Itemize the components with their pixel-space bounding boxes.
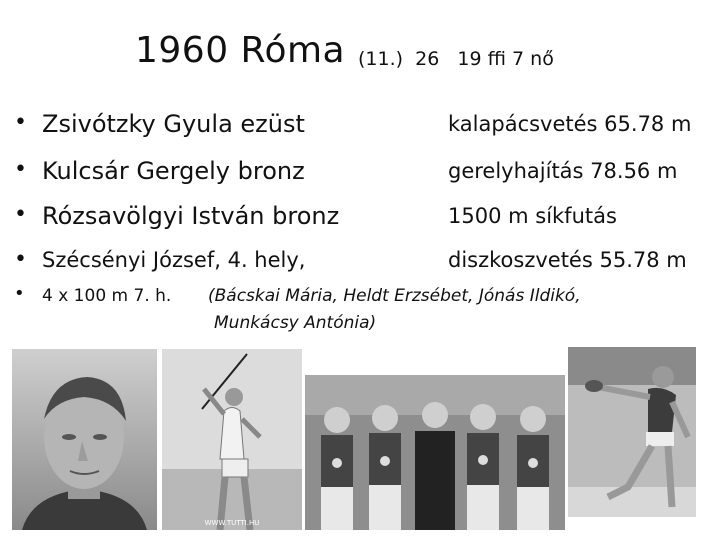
medalist-event: 1500 m síkfutás <box>448 204 617 228</box>
bullet-marker: • <box>14 247 27 272</box>
medalist-name: Zsivótzky Gyula ezüst <box>42 110 305 138</box>
bullet-marker: • <box>14 110 27 135</box>
bullet-marker: • <box>14 283 25 304</box>
medalist-event: gerelyhajítás 78.56 m <box>448 159 678 183</box>
discus-photo <box>568 347 696 517</box>
relay-names-line1: (Bácskai Mária, Heldt Erzsébet, Jónás Ildikó, <box>208 286 581 306</box>
javelin-photo <box>162 349 302 530</box>
slide-title: 1960 Róma <box>135 30 346 71</box>
photo-watermark: WWW.TUTTI.HU <box>204 519 260 527</box>
relay-names-line2: Munkácsy Antónia) <box>214 313 377 333</box>
medalist-event: diszkoszvetés 55.78 m <box>448 248 687 272</box>
team-photo <box>305 375 565 530</box>
relay-prefix: 4 x 100 m 7. h. <box>42 286 172 306</box>
portrait-photo <box>12 349 157 530</box>
slide-subtitle: (11.) 26 19 ffi 7 nő <box>358 48 554 70</box>
medalist-name: Rózsavölgyi István bronz <box>42 202 340 230</box>
medalist-name: Szécsényi József, 4. hely, <box>42 248 306 272</box>
medalist-name: Kulcsár Gergely bronz <box>42 157 305 185</box>
bullet-marker: • <box>14 202 27 227</box>
medalist-event: kalapácsvetés 65.78 m <box>448 112 692 136</box>
bullet-marker: • <box>14 157 27 182</box>
